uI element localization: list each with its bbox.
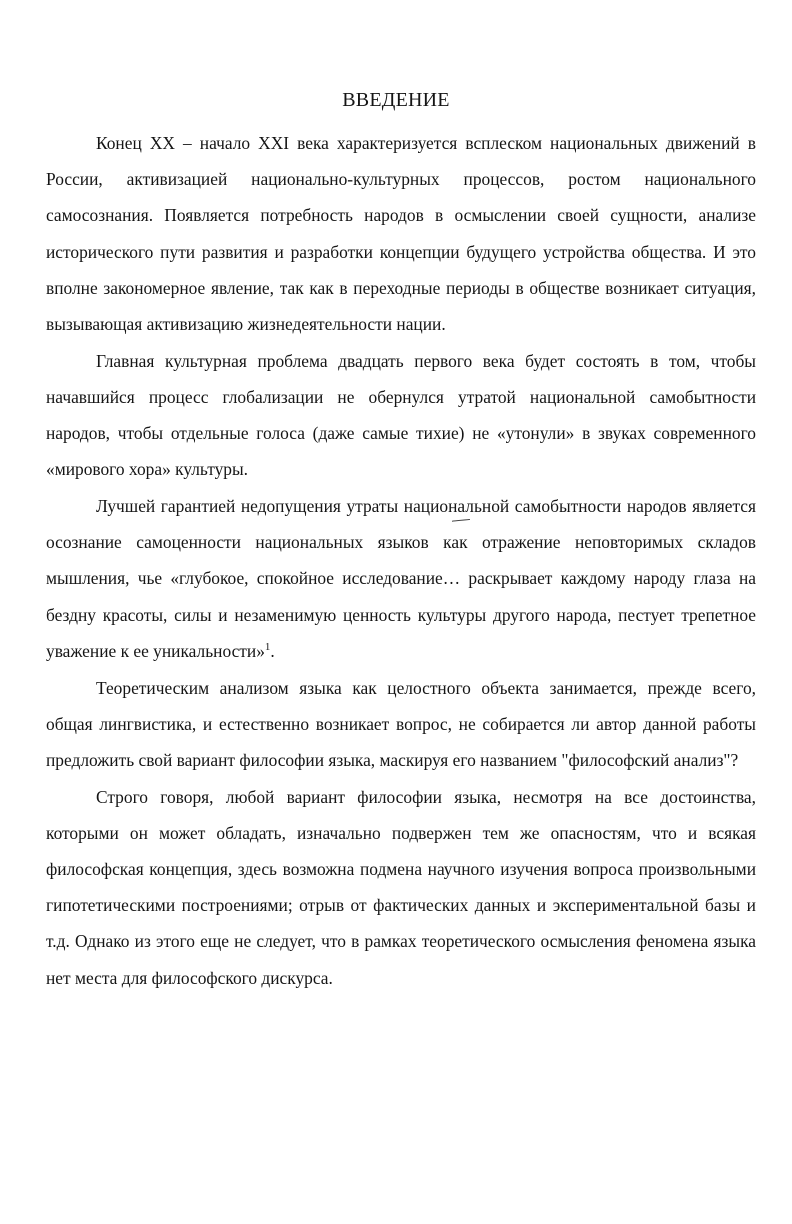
paragraph-2 [46,343,756,488]
paragraph-text: Строго говоря, любой вариант философии языка, несмотря на все достоинства, которыми он может обладать, изначально подвержен тем же опасностям, что и всякая философская концепция, здесь возможна подмена научного изучения вопроса произвольными гипотетическими построениями; отрыв от фактических данных и экспериментальной базы и т.д. Однако из этого еще не следует, что в рамках теоретического осмысления феномена языка нет места для философского дискурса. [46,786,756,988]
paragraph-tail: . [270,640,275,661]
paragraph-5 [46,779,756,996]
document-body [46,125,756,996]
paragraph-text: Теоретическим анализом языка как целостного объекта занимается, прежде всего, общая лингвистика, и естественно возникает вопрос, не собирается ли автор данной работы предложить свой вариант философии языка, маскируя его названием "философский анализ"? [46,677,756,770]
paragraph-3 [46,488,756,669]
paragraph-text: Конец XX – начало XXI века характеризуется всплеском национальных движений в России, активизацией национально-культурных процессов, ростом национального самосознания. Появляется потребность народов в осмыслении своей сущности, анализе исторического пути развития и разработки концепции будущего устройства общества. И это вполне закономерное явление, так как в переходные периоды в обществе возникает ситуация, вызывающая активизацию жизнедеятельности нации. [46,133,756,335]
paragraph-text: Главная культурная проблема двадцать первого века будет состоять в том, чтобы начавшийся процесс глобализации не обернулся утратой национальной самобытности народов, чтобы отдельные голоса (даже самые тихие) не «утонули» в звуках современного «мирового хора» культуры. [46,350,756,480]
paragraph-text: Лучшей гарантией недопущения утраты национальной самобытности народов является осознание самоценности национальных языков как отражение неповторимых складов мышления, чье «глубокое, спокойное исследование… раскрывает каждому народу глаза на бездну красоты, силы и незаменимую ценность культуры другого народа, пестует трепетное уважение к ее уникальности» [46,496,756,661]
footnote-reference[interactable]: 1 [264,641,271,654]
paragraph-4 [46,670,756,779]
paragraph-1 [46,125,756,342]
page-title: ВВЕДЕНИЕ [342,89,450,111]
